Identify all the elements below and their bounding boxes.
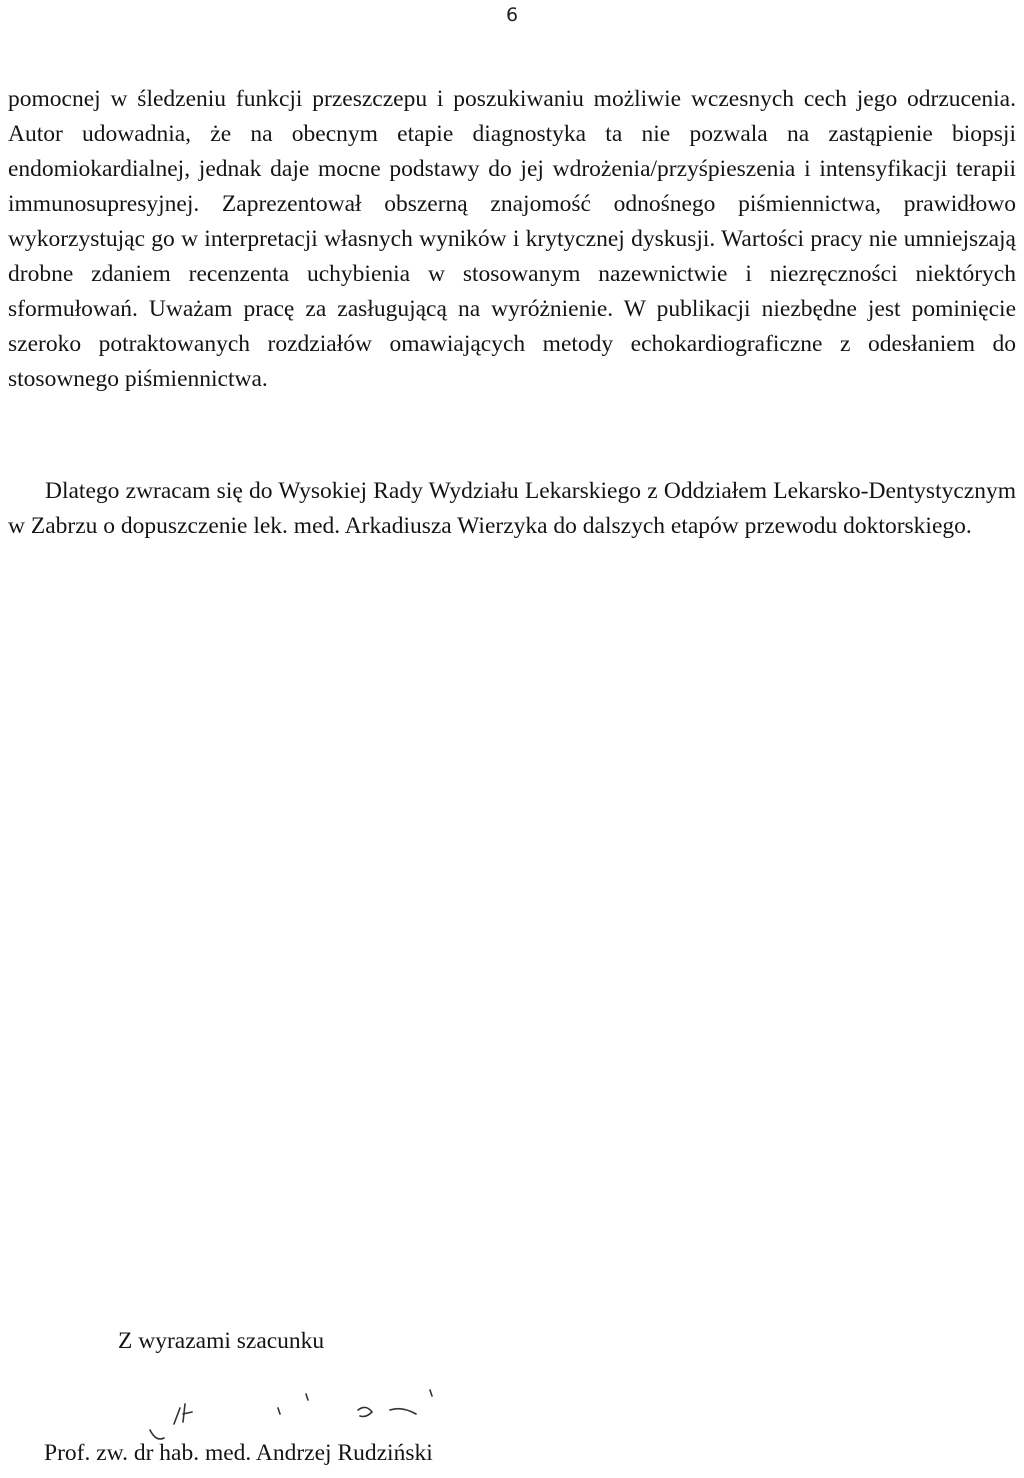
signer-name: Prof. zw. dr hab. med. Andrzej Rudziński <box>44 1440 433 1466</box>
conclusion-paragraph: Dlatego zwracam się do Wysokiej Rady Wydziału Lekarskiego z Oddziałem Lekarsko-Dentystycznym w Zabrzu o dopuszczenie lek. med. Arkadiusza Wierzyka do dalszych etapów przewodu doktorskiego. <box>8 478 1016 539</box>
closing-salutation: Z wyrazami szacunku <box>118 1328 325 1354</box>
handwritten-signature <box>130 1370 470 1450</box>
review-paragraph: pomocnej w śledzeniu funkcji przeszczepu i poszukiwaniu możliwie wczesnych cech jego odrzucenia. Autor udowadnia, że na obecnym etapie diagnostyka ta nie pozwala na zastąpienie biopsji endomiokardialnej, jednak daje mocne podstawy do jej wdrożenia/przyśpieszenia i intensyfikacji terapii immunosupresyjnej. Zaprezentował obszerną znajomość odnośnego piśmiennictwa, prawidłowo wykorzystując go w interpretacji własnych wyników i krytycznej dyskusji. Wartości pracy nie umniejszają drobne zdaniem recenzenta uchybienia w stosowanym nazewnictwie i niezręczności niektórych sformułowań. Uważam pracę za zasługującą na wyróżnienie. W publikacji niezbędne jest pominięcie szeroko potraktowanych rozdziałów omawiających metody echokardiograficzne z odesłaniem do stosownego piśmiennictwa. <box>8 86 1016 392</box>
page-number: 6 <box>505 4 519 26</box>
